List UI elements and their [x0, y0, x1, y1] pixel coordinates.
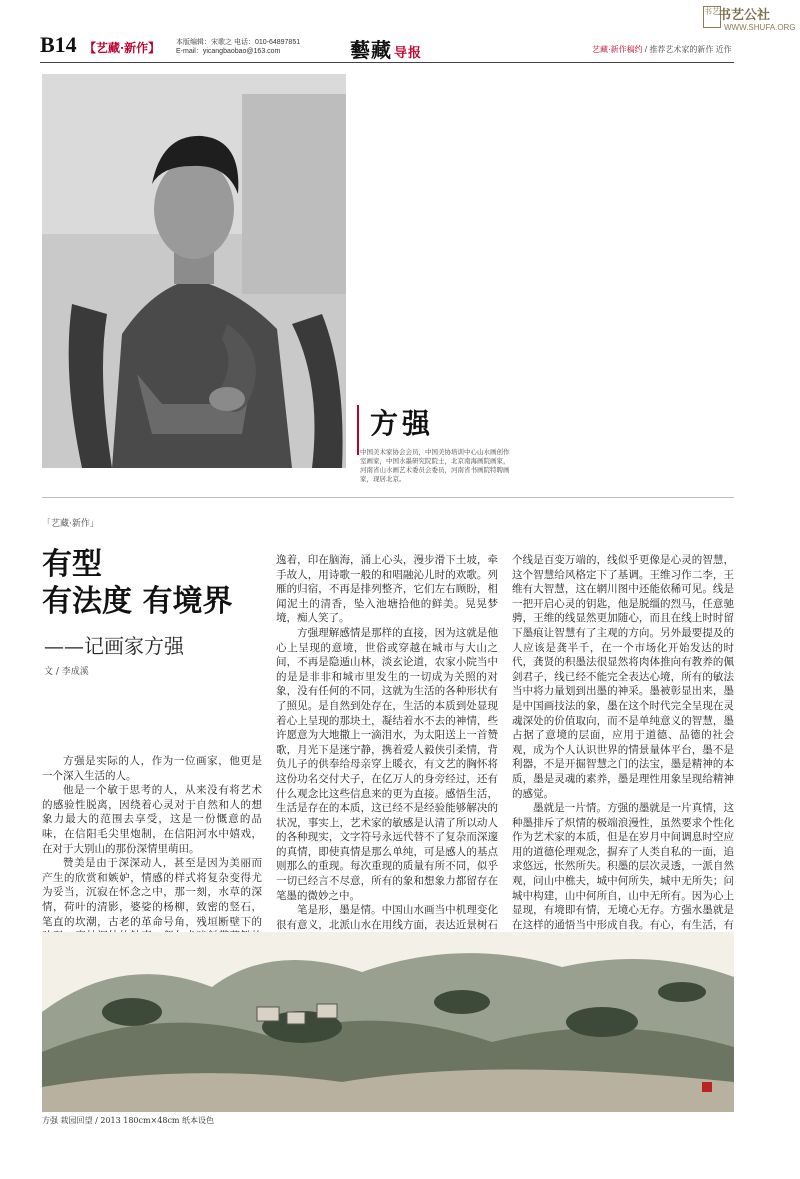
header-right-text: / 推荐艺术家的新作 近作: [644, 45, 732, 54]
masthead: [350, 34, 422, 63]
paragraph: 赞美是由于深深动人，甚至是因为美丽而产生的欣赏和嫉妒，情感的样式将复杂变得尤为妥当，沉寂在怀念之中，那一刻，水草的深情，荷叶的清影，婆娑的杨柳，致密的竖石，笔直的坎潮，古老的革命号角，残垣断壁下的: [42, 857, 262, 928]
painting-illustration: [42, 932, 734, 1112]
subheadline: ——记画家方强: [44, 634, 184, 658]
divider: [42, 497, 734, 498]
article-kicker: 「艺藏·新作」: [42, 519, 99, 529]
artist-photo: [42, 74, 346, 468]
artist-name: 方强: [370, 407, 435, 440]
page-number: B14: [40, 32, 77, 57]
brand-name: 书艺公社: [718, 8, 771, 23]
paragraph: 逸着，印在脑海，涌上心头，漫步滑下土坡，牵手故人，用诗歌一般的和唱融沁儿时的欢歌。列雁的归宿，不再是排列整齐，它们左右顾盼，相闻泥土的清香，坠入池塘拾他的鲜美。晃晃梦境，痴人笑了。: [276, 554, 498, 625]
painting-caption: 方强 栽园回望 / 2013 180cm×48cm 纸本设色: [42, 1116, 215, 1125]
editor-line: 本版编辑：宋歌之 电话：010-64897851: [176, 39, 301, 46]
header-right-tag: 艺藏·新作稿约: [592, 45, 643, 54]
editor-info: [176, 38, 300, 56]
landscape-painting: [42, 932, 734, 1112]
byline: 文 / 李成溪: [44, 667, 89, 677]
paragraph: 个线是百变万端的，线似乎更像是心灵的智慧，这个智慧给风格定下了基调。王维习作二李，王维有大智慧，这在辋川图中还能依稀可见。线是一把开启心灵的钥匙，他是脱缰的烈马，任意驰骋，王维的线显然更加随心，而且在线上时时留下墨痕让智慧有了主观的方向。另外最要提及的人应该是龚半千，在一个市场化开始发达的时代，龚贤的积墨法很显然将肉体推向有教养的佩剑君子，线已经不能完全表达心境，所有的敏法当中将力量划到出墨的神采。墨被彰显出来，墨是中国画技法的象，墨在这个时代完全呈现在灵魂深处的价值取向，而不是单纯意义的智慧，墨占据了意境的层面，应用于道德、品德的社会观，成为个人认识世界的情景量体平台，墨不是利器，不是开掘智慧之门的法宝，墨是精神的本质，墨是灵魂的素养，墨是理性用象呈现给精神的感觉。: [512, 554, 734, 800]
paragraph: 笔是形，墨是情。中国山水画当中机理变化很有意义，北派山水在用线方面，表达近景树石: [276, 904, 498, 931]
headline-line1: 有型: [42, 547, 102, 582]
artist-bio: 中国美术家协会会员，中国美协培训中心山水画创作室画家，中国水墨研究院院士，北京南海画院画家，河南省山水画艺术委员会委员，河南省书画院特聘画家，现居北京。: [360, 449, 510, 483]
name-accent-bar: [357, 405, 359, 455]
paragraph: 方强理解感情是那样的直接，因为这就是他心上呈现的意境，世俗或穿越在城市与大山之间，不再是隐遁山林，淡玄论道，农家小院当中的是是非非和城市里发生的一切成为关照的对象，没有任何的不同，这就为生活的各种形状有了照见。是自然到处存在，生活的本质到处显现着心上呈现的那块土，凝结着水不去的神情，些许愿意为大地撒上一滴泪水，为太阳送上一首赞歌，月光下是迷宁静，携着爱人毅侠引柔情，背负儿子的供奉给母亲穿上暖衣，有文艺的胸怀将这份功名交付犬子，在亿万人的身旁经过，还有什么观念比这些信息来的更为直接。感悟生活，生活是存在的本质，这已经不是经验能够解决的状况，事实上，艺术家的敏感是认清了所以动人的各种现实，文字符号永远代替不了复杂而深邃的真情，即使真情是那么单纯，可是感人的基点则那么的重现。每次重现的质量有所不同，似乎一切已经言不尽意，所有的象和想象力都留存在笔墨的微妙之中。: [276, 626, 498, 902]
portrait-illustration: [42, 74, 346, 468]
brand-seal: 书艺: [703, 6, 721, 28]
paragraph: 方强是实际的人，作为一位画家，他更是一个深入生活的人。: [42, 755, 262, 782]
header-right: [592, 44, 732, 55]
masthead-sub: 导报: [394, 46, 423, 61]
paragraph: 他是一个敏于思考的人，从来没有将艺术的感验性脱离，因绕着心灵对于自然和人的想象力最大的范围去享受，这是一份慨意的品味，在信阳毛尖里炮制，在信阳河水中嬉戏，在对于大别山的那份深情里萌田。: [42, 784, 262, 855]
header-rule: [40, 62, 734, 63]
masthead-title: 藝藏: [350, 38, 392, 62]
editor-email: E-mail：yicangbaobao@163.com: [176, 48, 281, 55]
paragraph: 墨就是一片情。方强的墨就是一片真情，这种墨排斥了炽情的极端浪漫性，虽然要求个性化作为艺术家的本质，但是在岁月中间调息时空应用的道德伦理观念，摒弃了人类自私的一面，追求悠远，怅然所失。积墨的层次灵透，一派自然观，问山中樵夫，城中何所失，城中无所失；问城中构建，山中何所自，山中无所有。因为心上显现，有境即有情，无境心无存。方强水墨就是在这样的通悟当中形成自我。有心，有生活，有: [512, 802, 734, 931]
headline-line2: 有法度 有境界: [42, 584, 233, 619]
section-tag: 【艺藏·新作】: [84, 41, 161, 55]
brand-url: WWW.SHUFA.ORG: [724, 23, 796, 32]
